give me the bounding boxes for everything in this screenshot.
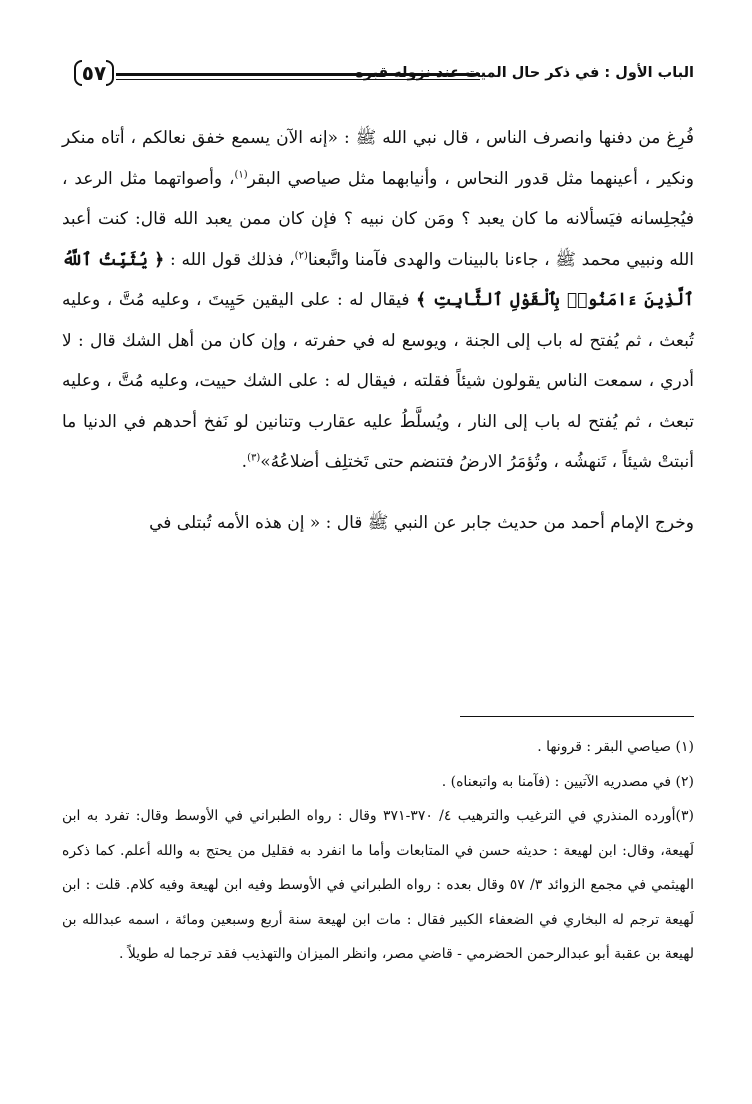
footnote-1 [62,730,694,765]
paragraph-1: فُرِغ من دفنها وانصرف الناس ، قال نبي الله ﷺ : «إنه الآن يسمع خفق نعالكم ، أتاه منكر ونكير ، أعينهما مثل قدور النحاس ، وأنيابهما مثل صياصي البقر$^{(١)}$، وأصواتهما مثل الرعد ، فيُجلِسانه فيَسألانه ما كان يعبد ؟ ومَن كان نبيه ؟ فإن كان ممن يعبد الله قال: كنت أعبد الله ونبيي محمد ﷺ ، جاءنا بالبينات والهدى فآمنا واتَّبعنا$^{(٢)}$، فذلك قول الله : ﴿ يُثَبِّتُ ٱللَّهُ ٱلَّذِينَ ءَامَنُوا۟ بِٱلْقَوْلِ ٱلثَّابِتِ ﴾ فيقال له : على اليقين حَيِيتَ ، وعليه مُتَّ ، وعليه تُبعث ، ثم يُفتح له باب إلى الجنة ، ويوسع له في حفرته ، وإن كان من أهل الشك قال : لا أدري ، سمعت الناس يقولون شيئاً فقلته ، فيقال له : على الشك حييت، وعليه مُتَّ ، وعليه تبعث ، ثم يُفتح له باب إلى النار ، ويُسلَّطُ عليه عقارب وتنانين لو نَفخ أحدهم في الدنيا ما أنبتتْ شيئاً ، تَنهشُه ، وتُؤمَرُ الارضُ فتنضم حتى تَختلِف أضلاعُهُ»$^{(٣)}$. [62,128,695,472]
footnote-divider [460,716,694,717]
footnote-number: (٣) [675,808,694,824]
footnote-3 [62,799,694,972]
footnote-text: أورده المنذري في الترغيب والترهيب ٤/ ٣٧٠-٣٧١ وقال : رواه الطبراني في الأوسط وقال: تفرد به ابن لَهيعة، وقال: ابن لهيعة : حديثه حسن في المتابعات وأما ما انفرد به فقليل من يحتج به والله أعلم. كما ذكره الهيثمي في مجمع الزوائد ٣/ ٥٧ وقال بعده : رواه الطبراني في الأوسط وفيه ابن لهيعة وفيه كلام. قلت : ابن لَهيعة ترجم له البخاري في الضعفاء الكبير فقال : مات ابن لهيعة سنة أربع وسبعين ومائة ، اسمه عبدالله بن لهيعة بن عقبة أبو عبدالرحمن الحضرمي - قاضي مصر، وانظر الميزان والتهذيب فقد ترجما له طويلاً . [62,808,695,962]
footnotes [62,730,694,972]
footnote-2 [62,765,694,800]
page-number-bracket-right [106,60,114,86]
paragraph-1-part-3: ، فذلك قول الله : [169,249,295,270]
paragraph-1-part-4: فيقال له : على اليقين حَيِيتَ ، وعليه مُتَّ ، وعليه تُبعث ، ثم يُفتح له باب إلى الجنة ، ويوسع له في حفرته ، وإن كان من أهل الشك قال : لا أدري ، سمعت الناس يقولون شيئاً فقلته ، فيقال له : على الشك حييت، وعليه مُتَّ ، وعليه تبعث ، ثم يُفتح له باب إلى النار ، ويُسلَّطُ عليه عقارب وتنانين لو نَفخ أحدهم في الدنيا ما أنبتتْ شيئاً ، تَنهشُه ، وتُؤمَرُ الارضُ فتنضم حتى تَختلِف أضلاعُهُ» [62,290,694,472]
footnote-number: (١) [675,739,694,755]
footnote-text: في مصدريه الآتيين : (فآمنا به واتبعناه) . [441,773,672,790]
page-header [74,58,694,92]
footnote-number: (٢) [675,773,694,790]
quran-verse: ﴿ يُثَبِّتُ ٱللَّهُ ٱلَّذِينَ ءَامَنُوا۟ بِٱلْقَوْلِ ٱلثَّابِتِ ﴾ [62,249,695,310]
page-number: ٥٧ [81,61,107,85]
chapter-title: الباب الأول : في ذكر حال الميت عند نزوله قبره [355,65,694,81]
paragraph-1-part-2: ، وأصواتهما مثل الرعد ، فيُجلِسانه فيَسألانه ما كان يعبد ؟ ومَن كان نبيه ؟ فإن كان ممن يعبد الله قال: كنت أعبد الله ونبيي محمد ﷺ ، جاءنا بالبينات والهدى فآمنا واتَّبعنا [62,168,694,270]
footnote-ref-1: (١) [234,168,248,180]
footnote-ref-2: (٢) [294,249,308,261]
paragraph-1-part-1: فُرِغ من دفنها وانصرف الناس ، قال نبي الله ﷺ : «إنه الآن يسمع خفق نعالكم ، أتاه منكر ونكير ، أعينهما مثل قدور النحاس ، وأنيابهما مثل صياصي البقر [62,128,694,189]
paragraph-2: وخرج الإمام أحمد من حديث جابر عن النبي ﷺ قال : « إن هذه الأمه تُبتلى في [149,512,694,533]
footnote-text: صياصي البقر : قرونها . [537,739,672,755]
footnote-ref-3: (٣) [247,452,261,464]
main-text [62,118,694,543]
